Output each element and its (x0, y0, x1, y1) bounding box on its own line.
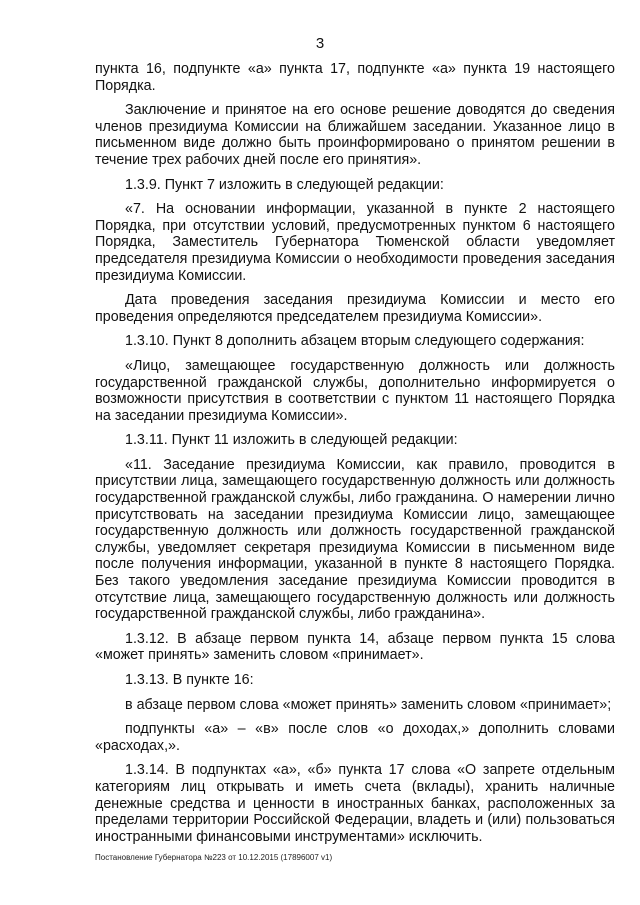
paragraph: в абзаце первом слова «может принять» заменить словом «принимает»; (125, 696, 612, 713)
paragraph: 1.3.14. В подпунктах «а», «б» пункта 17 слова «О запрете отдельным категориям лиц открывать и иметь счета (вклады), хранить наличные денежные средства и ценности в иностранных банках, расположенных за пределами территории Российской Федерации, владеть и (или) пользоваться иностранными финансовыми инструментами» исключить. (95, 762, 615, 845)
paragraph: пункта 16, подпункте «а» пункта 17, подпункте «а» пункта 19 настоящего Порядка. (95, 61, 615, 94)
page-number: 3 (315, 35, 325, 52)
paragraph: 1.3.11. Пункт 11 изложить в следующей редакции: (125, 432, 458, 449)
paragraph: подпункты «а» – «в» после слов «о доходах,» дополнить словами «расходах,». (95, 721, 615, 754)
document-footer: Постановление Губернатора №223 от 10.12.2015 (17896007 v1) (95, 853, 333, 862)
document-body (95, 61, 615, 853)
paragraph: «11. Заседание президиума Комиссии, как правило, проводится в присутствии лица, замещающего государственную должность или должность государственной гражданской службы, либо гражданина. О намерении лично присутствовать на заседании президиума Комиссии лицо, замещающее государственную должность или должность государственной гражданской службы, уведомляет секретаря президиума Комиссии в письменном виде после получения информации, указанной в пункте 8 настоящего Порядка. Без такого уведомления заседание президиума Комиссии проводится в отсутствие лица, замещающего государственную должность или должность государственной гражданской службы, либо гражданина». (95, 456, 615, 623)
paragraph: «7. На основании информации, указанной в пункте 2 настоящего Порядка, при отсутствии условий, предусмотренных пунктом 6 настоящего Порядка, Заместитель Губернатора Тюменской области уведомляет председателя президиума Комиссии о необходимости проведения заседания президиума Комиссии. (95, 201, 615, 284)
paragraph: 1.3.9. Пункт 7 изложить в следующей редакции: (125, 176, 444, 193)
paragraph: 1.3.10. Пункт 8 дополнить абзацем вторым следующего содержания: (125, 333, 585, 350)
paragraph: 1.3.13. В пункте 16: (125, 672, 254, 688)
paragraph: 1.3.12. В абзаце первом пункта 14, абзаце первом пункта 15 слова «может принять» заменить словом «принимает». (95, 630, 615, 664)
paragraph: Дата проведения заседания президиума Комиссии и место его проведения определяются председателем президиума Комиссии». (95, 292, 615, 325)
paragraph: Заключение и принятое на его основе решение доводятся до сведения членов президиума Комиссии на ближайшем заседании. Указанное лицо в письменном виде должно быть проинформировано о принятом решении в течение трех рабочих дней после его принятия». (95, 102, 615, 168)
paragraph: «Лицо, замещающее государственную должность или должность государственной гражданской службы, дополнительно информируется о возможности присутствия в соответствии с пунктом 11 настоящего Порядка на заседании президиума Комиссии». (95, 357, 615, 424)
